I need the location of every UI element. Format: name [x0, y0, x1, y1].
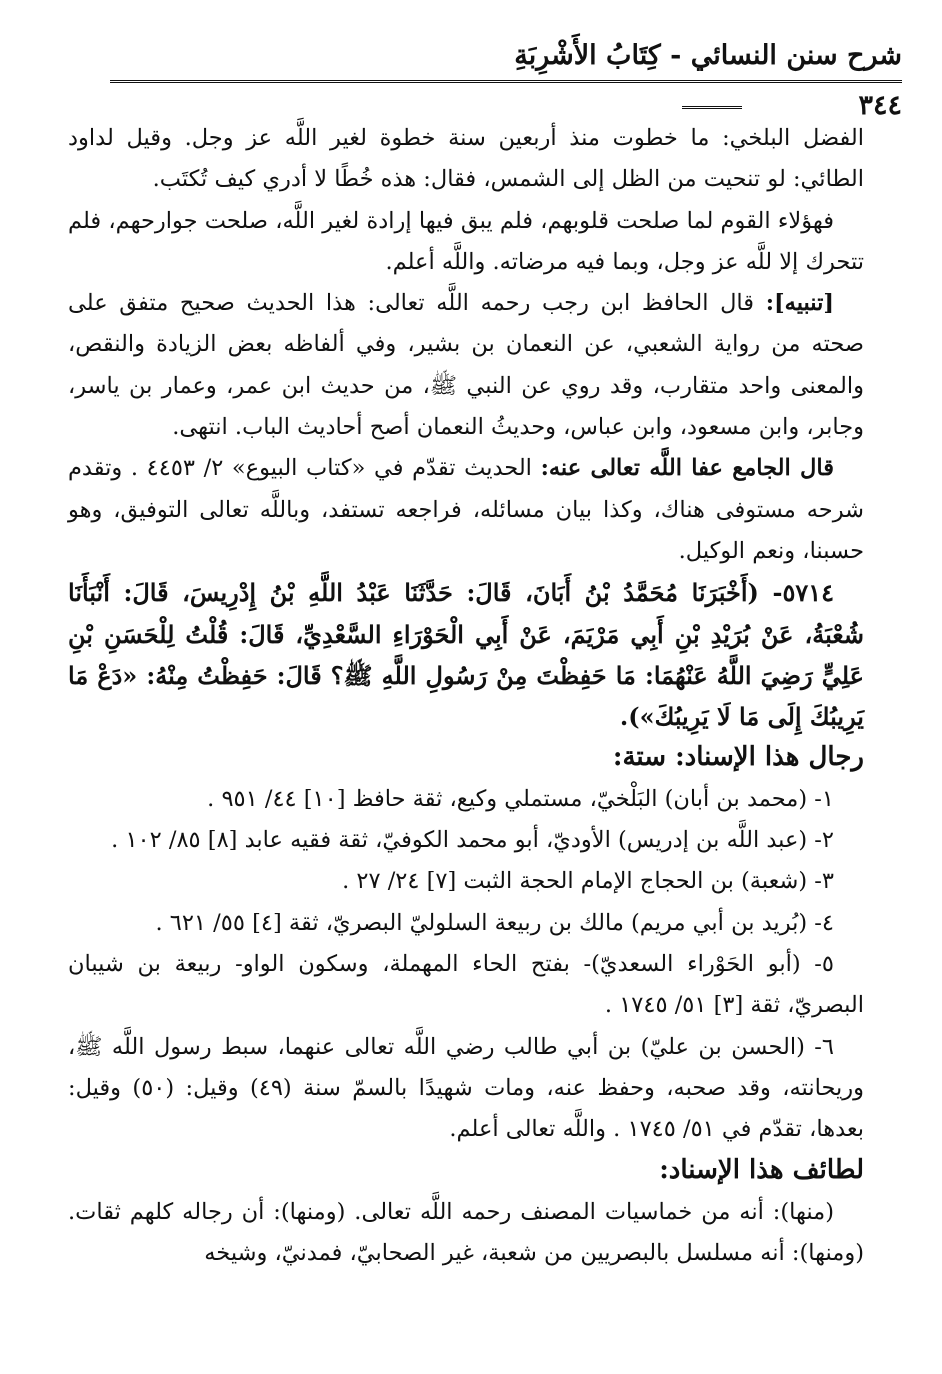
lataif-text: (منها): أنه من خماسيات المصنف رحمه اللَّه تعالى. (ومنها): أن رجاله كلهم ثقات. (ومنها): أنه مسلسل بالبصريين من شعبة، غير الصحابيّ، فمدنيّ، وشيخه	[68, 1198, 864, 1267]
tanbih-label: [تنبيه]:	[765, 290, 834, 317]
narrator-item: ٥- (أبو الحَوْراء السعديّ)- بفتح الحاء المهملة، وسكون الواو- ربيعة بن شيبان البصريّ، ثقة [٣] ٥١/ ١٧٤٥ .	[68, 950, 864, 1019]
narrator-item: ١- (محمد بن أبان) البَلْخيّ، مستملي وكيع، ثقة حافظ [١٠] ٤٤/ ٩٥١ .	[207, 785, 834, 812]
paragraph-tanbih	[68, 283, 864, 448]
jami-label: قال الجامع عفا اللَّه تعالى عنه:	[540, 455, 835, 482]
hadith-text: ٥٧١٤- (أَخْبَرَنَا مُحَمَّدُ بْنُ أَبَانَ، قَالَ: حَدَّثَنَا عَبْدُ اللَّهِ بْنُ إِدْرِيسَ، قَالَ: أَنْبَأَنَا شُعْبَةُ، عَنْ بُرَيْدِ بْنِ أَبِي مَرْيَمَ، عَنْ أَبِي الْحَوْرَاءِ السَّعْدِيِّ، قَالَ: قُلْتُ لِلْحَسَنِ بْنِ عَلِيٍّ رَضِيَ اللَّهُ عَنْهُمَا: مَا حَفِظْتَ مِنْ رَسُولِ اللَّهِ ﷺ؟ قَالَ: حَفِظْتُ مِنْهُ: «دَعْ مَا يَرِيبُكَ إِلَى مَا لَا يَرِيبُكَ»).	[68, 578, 864, 732]
page-number-rule	[682, 106, 742, 109]
tanbih-text: قال الحافظ ابن رجب رحمه اللَّه تعالى: هذا الحديث صحيح متفق على صحته من رواية الشعبي، عن النعمان بن بشير، وفي ألفاظه بعض الزيادة والنقص، والمعنى واحد متقارب، وقد روي عن النبي ﷺ، من حديث ابن عمر، وعمار بن ياسر، وجابر، وابن مسعود، وابن عباس، وحديثُ النعمان أصح أحاديث الباب. انتهى.	[68, 290, 865, 441]
page-number: ٣٤٤	[858, 90, 902, 121]
narrator-item: ٢- (عبد اللَّه بن إدريس) الأوديّ، أبو محمد الكوفيّ، ثقة فقيه عابد [٨] ٨٥/ ١٠٢ .	[111, 827, 834, 854]
page-header	[110, 40, 902, 121]
lataif-heading: لطائف هذا الإسناد:	[659, 1155, 864, 1186]
paragraph-2: فهؤلاء القوم لما صلحت قلوبهم، فلم يبق فيها إرادة لغير اللَّه، صلحت جوارحهم، فلم تتحرك إلا للَّه عز وجل، وبما فيه مرضاته. واللَّه أعلم.	[68, 207, 864, 275]
narrator-item: ٤- (بُريد بن أبي مريم) مالك بن ربيعة السلوليّ البصريّ، ثقة [٤] ٥٥/ ٦٢١ .	[155, 909, 834, 936]
body-text	[68, 118, 864, 1274]
header-rule	[110, 80, 902, 83]
rijal-heading: رجال هذا الإسناد: ستة:	[612, 742, 864, 773]
narrator-item: ٦- (الحسن بن عليّ) بن أبي طالب رضي اللَّه تعالى عنهما، سبط رسول اللَّه ﷺ، وريحانته، وقد صحبه، وحفظ عنه، ومات شهيدًا بالسمّ سنة (٤٩) وقيل: (٥٠) وقيل: بعدها، تقدّم في ٥١/ ١٧٤٥ . واللَّه تعالى أعلم.	[68, 1033, 864, 1143]
jami-text: الحديث تقدّم في «كتاب البيوع» ٢/ ٤٤٥٣ . وتقدم شرحه مستوفى هناك، وكذا بيان مسائله، فراجعه تستفد، وباللَّه تعالى التوفيق، وهو حسبنا، ونعم الوكيل.	[68, 455, 864, 564]
running-title: شرح سنن النسائي - كِتَابُ الأَشْرِبَةِ	[514, 40, 902, 71]
narrator-item: ٣- (شعبة) بن الحجاج الإمام الحجة الثبت [٧] ٢٤/ ٢٧ .	[342, 868, 834, 895]
paragraph-jami	[68, 448, 864, 572]
paragraph-1: الفضل البلخي: ما خطوت منذ أربعين سنة خطوة لغير اللَّه عز وجل. وقيل لداود الطائي: لو تنحيت من الظل إلى الشمس، فقال: هذه خُطًا لا أدري كيف تُكتَب.	[68, 125, 864, 193]
narrator-list	[68, 779, 864, 1151]
